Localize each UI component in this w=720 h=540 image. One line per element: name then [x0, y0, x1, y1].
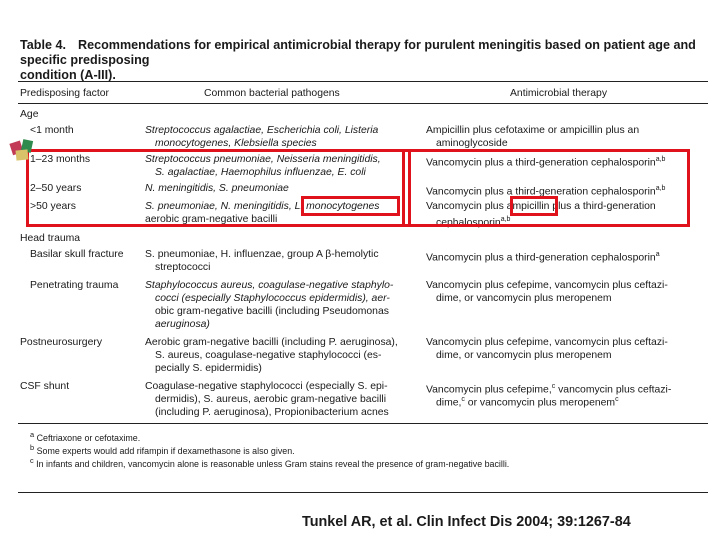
row-postneuro-factor: Postneurosurgery — [20, 337, 103, 348]
ampicillin-highlight-text: ampicillin — [506, 201, 550, 212]
row-penetrating-therapy-2: dime, or vancomycin plus meropenem — [436, 293, 612, 304]
citation: Tunkel AR, et al. Clin Infect Dis 2004; 39:1267-84 — [302, 514, 631, 530]
table-title-line2: condition (A-III). — [20, 68, 116, 82]
footnote-b: $^b$ Some experts would add rifampin if dexamethasone is also given. — [30, 443, 295, 456]
listeria-highlight-text: L. monocytogenes — [294, 201, 380, 212]
row-1-23-pathogens-1: Streptococcus pneumoniae, Neisseria meningitidis, — [145, 154, 381, 165]
table-bottom-rule — [18, 423, 708, 424]
row-under1-therapy-2: aminoglycoside — [436, 138, 508, 149]
listeria-highlight-box — [301, 196, 400, 216]
row-over50-factor: >50 years — [30, 201, 76, 212]
row-penetrating-pathogens-1: Staphylococcus aureus, coagulase-negative staphylo- — [145, 280, 394, 291]
row-over50-pathogens-1: S. pneumoniae, N. meningitidis, L. monocytogenes — [145, 201, 380, 212]
row-2-50-factor: 2–50 years — [30, 183, 82, 194]
header-therapy: Antimicrobial therapy — [510, 88, 608, 99]
top-rule — [18, 81, 708, 82]
row-2-50-pathogens: N. meningitidis, S. pneumoniae — [145, 183, 289, 194]
footnote-a: $^a$ Ceftriaxone or cefotaxime. — [30, 430, 141, 443]
row-penetrating-factor: Penetrating trauma — [30, 280, 119, 291]
row-over50-pathogens-2: aerobic gram-negative bacilli — [145, 214, 278, 225]
row-under1-factor: <1 month — [30, 125, 74, 136]
row-over50-therapy-2: cephalosporin$^{a,b}$ — [436, 216, 511, 229]
row-postneuro-pathogens-3: pecially S. epidermidis) — [155, 363, 262, 374]
row-penetrating-pathogens-4: aeruginosa) — [155, 319, 210, 330]
row-basilar-pathogens-2: streptococci — [155, 262, 211, 273]
footnote-c: $^c$ In infants and children, vancomycin alone is reasonable unless Gram stains reveal the presence of gram-negative bacilli. — [30, 456, 510, 469]
row-basilar-factor: Basilar skull fracture — [30, 249, 124, 260]
row-postneuro-pathogens-1: Aerobic gram-negative bacilli (including P. aeruginosa), — [145, 337, 398, 348]
row-2-50-therapy: Vancomycin plus a third-generation cephalosporin$^{a,b}$ — [426, 185, 666, 198]
table-title-line1: Recommendations for empirical antimicrobial therapy for purulent meningitis based on patient age and specific predisposing — [20, 38, 696, 67]
header-factor: Predisposing factor — [20, 88, 109, 99]
row-1-23-therapy: Vancomycin plus a third-generation cephalosporin$^{a,b}$ — [426, 156, 666, 169]
section-head-trauma: Head trauma — [20, 233, 81, 244]
ampicillin-highlight-box — [510, 196, 558, 216]
row-csf-pathogens-3: (including P. aeruginosa), Propionibacterium acnes — [155, 407, 389, 418]
row-under1-pathogens-1: Streptococcus agalactiae, Escherichia coli, Listeria — [145, 125, 379, 136]
row-csf-therapy-2: dime,$^c$ or vancomycin plus meropenem$^c$ — [436, 396, 619, 409]
section-age: Age — [20, 109, 39, 120]
row-postneuro-therapy-1: Vancomycin plus cefepime, vancomycin plus ceftazi- — [426, 337, 668, 348]
row-postneuro-pathogens-2: S. aureus, coagulase-negative staphylococci (es- — [155, 350, 382, 361]
row-under1-therapy-1: Ampicillin plus cefotaxime or ampicillin plus an — [426, 125, 640, 136]
header-rule — [18, 103, 708, 104]
table-title — [20, 38, 710, 83]
row-csf-factor: CSF shunt — [20, 381, 70, 392]
row-under1-pathogens-2: monocytogenes, Klebsiella species — [155, 138, 317, 149]
table-label: Table 4. — [20, 38, 66, 52]
row-1-23-pathogens-2: S. agalactiae, Haemophilus influenzae, E. coli — [155, 167, 366, 178]
row-penetrating-pathogens-3: obic gram-negative bacilli (including Pseudomonas — [155, 306, 389, 317]
footer-rule — [18, 492, 708, 493]
row-csf-pathogens-1: Coagulase-negative staphylococci (especially S. epi- — [145, 381, 388, 392]
row-csf-therapy-1: Vancomycin plus cefepime,$^c$ vancomycin plus ceftazi- — [426, 383, 672, 396]
row-basilar-pathogens-1: S. pneumoniae, H. influenzae, group A β-hemolytic — [145, 249, 379, 260]
annotation-stamp-icon — [8, 136, 38, 164]
row-basilar-therapy: Vancomycin plus a third-generation cephalosporin$^a$ — [426, 251, 660, 264]
row-postneuro-therapy-2: dime, or vancomycin plus meropenem — [436, 350, 612, 361]
row-over50-therapy-1: Vancomycin plus ampicillin plus a third-generation — [426, 201, 656, 212]
row-1-23-factor: 1–23 months — [30, 154, 91, 165]
row-penetrating-pathogens-2: cocci (especially Staphylococcus epidermidis), aer- — [155, 293, 390, 304]
header-pathogens: Common bacterial pathogens — [204, 88, 340, 99]
row-csf-pathogens-2: dermidis), S. aureus, aerobic gram-negative bacilli — [155, 394, 387, 405]
row-penetrating-therapy-1: Vancomycin plus cefepime, vancomycin plus ceftazi- — [426, 280, 668, 291]
